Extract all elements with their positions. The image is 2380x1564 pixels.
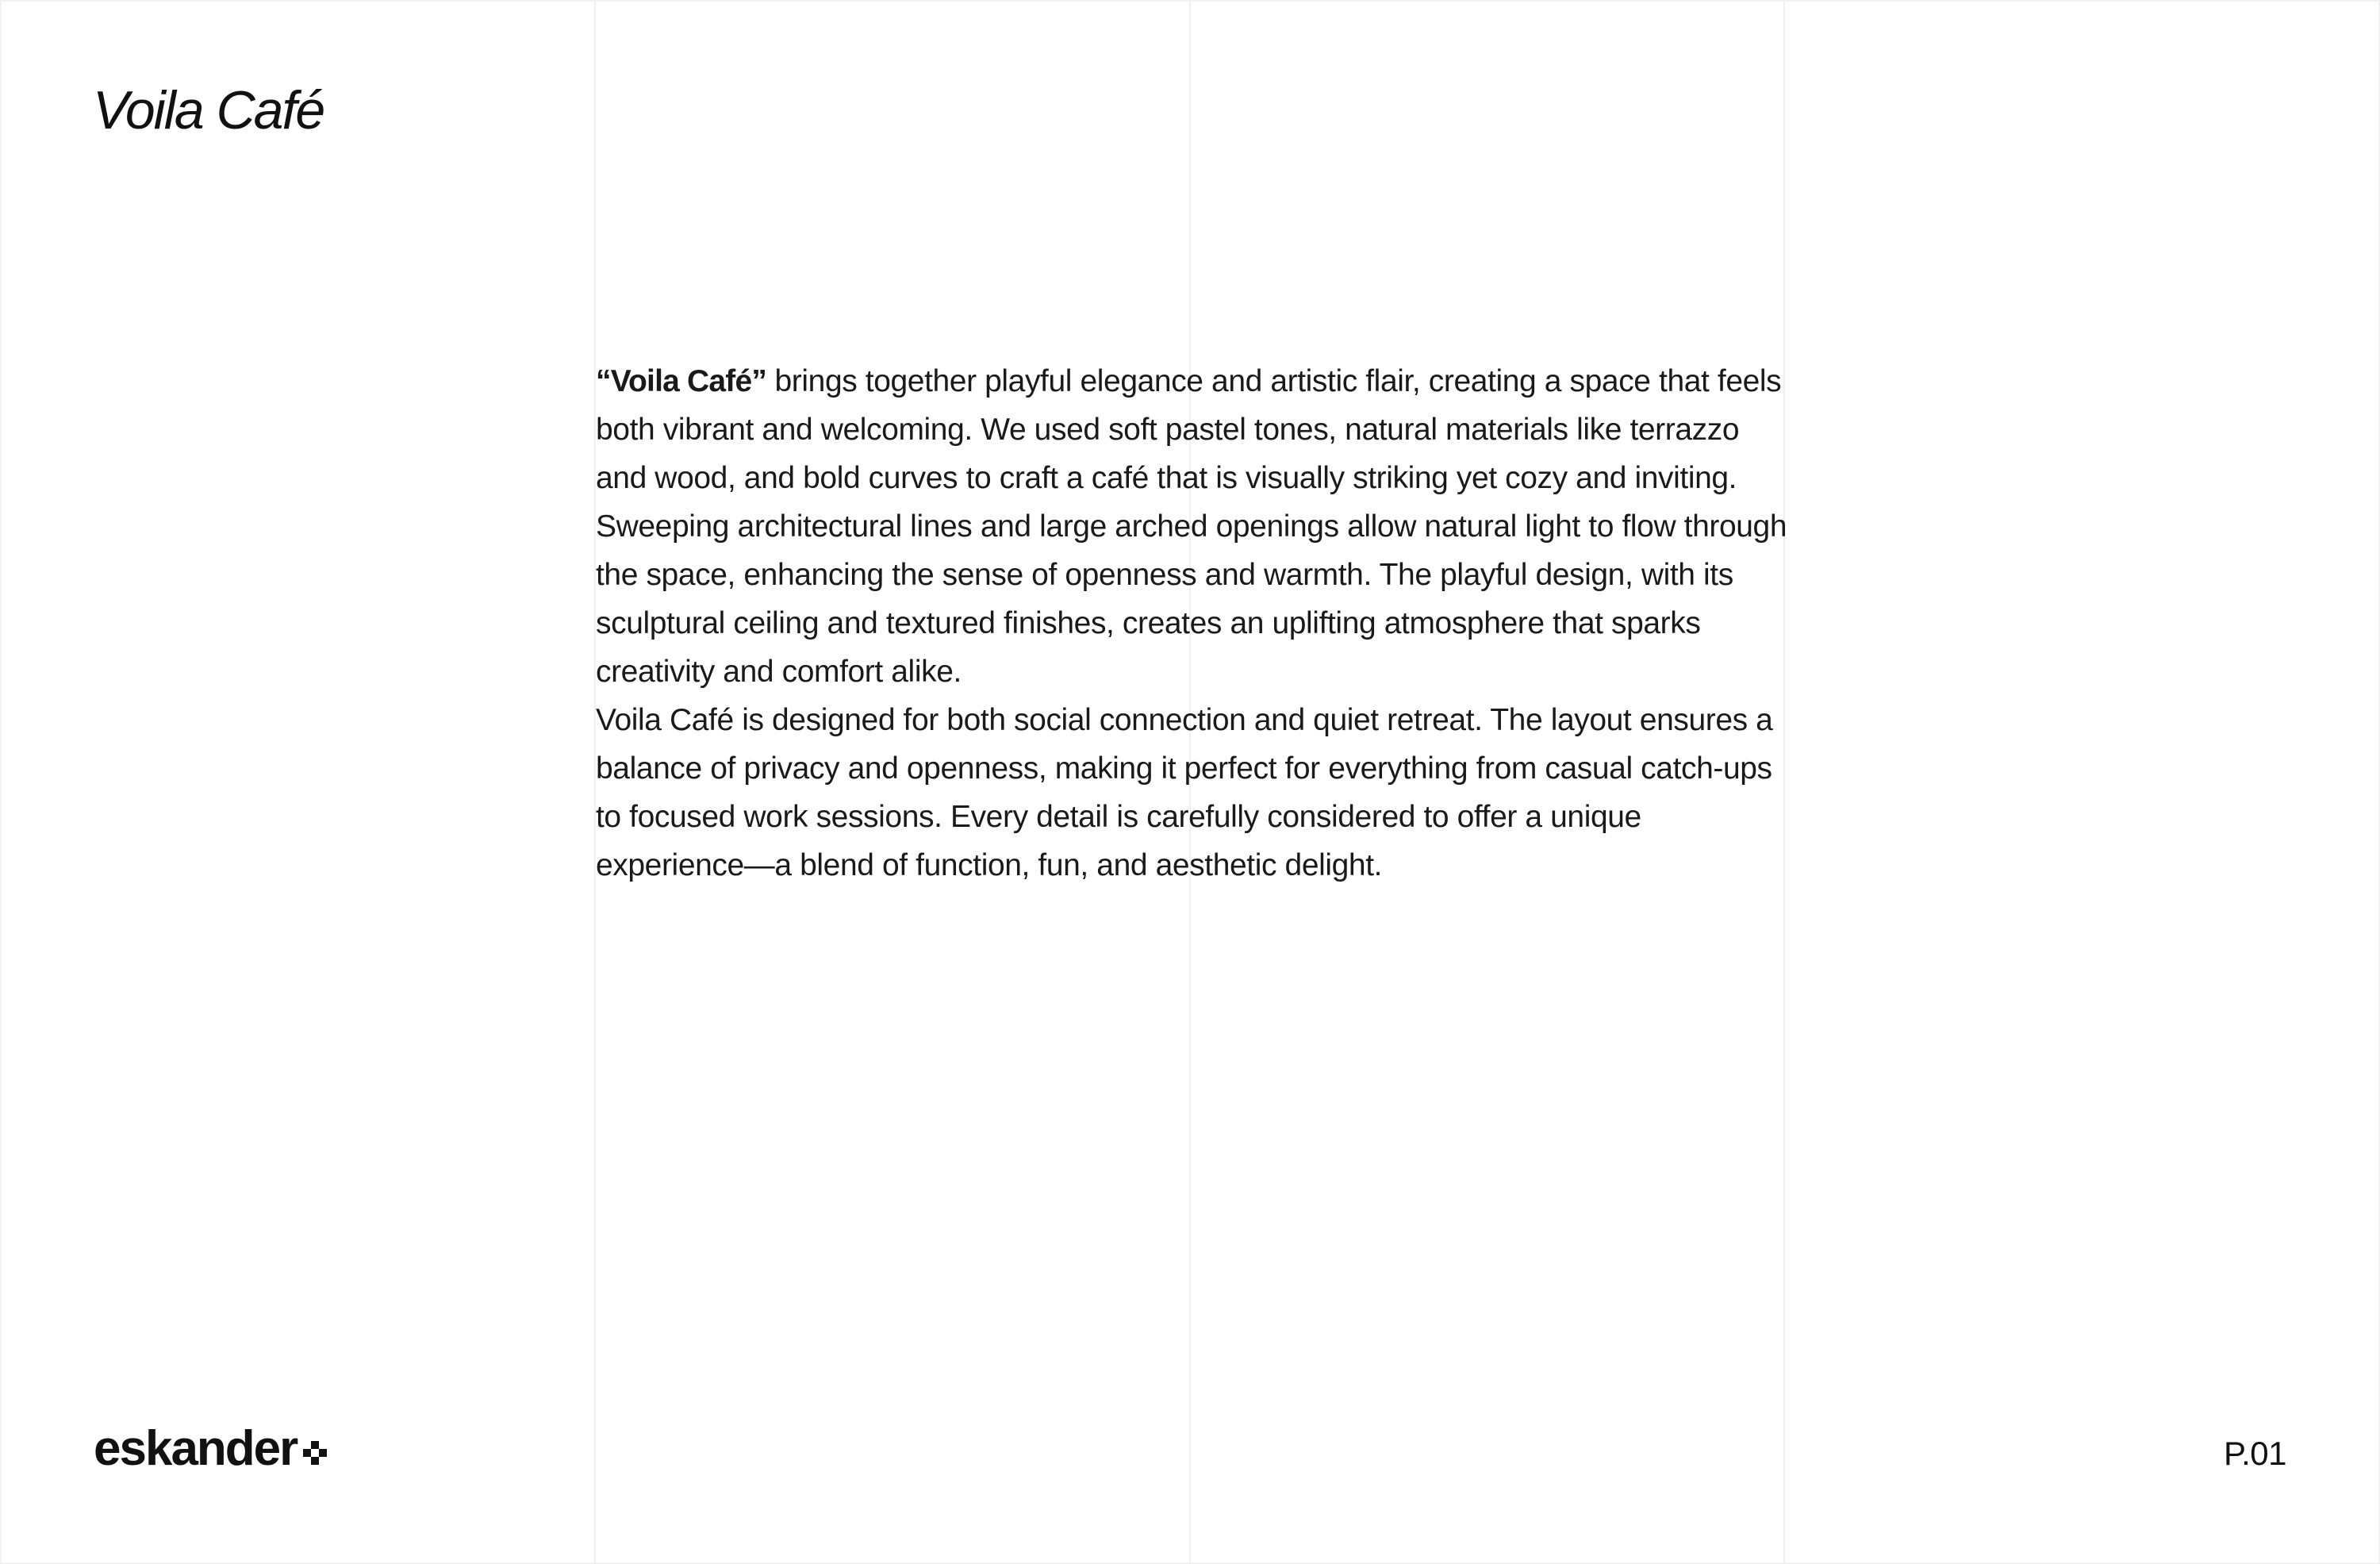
project-name-emphasis: “Voila Café” [596,364,767,398]
brand-name: eskander [94,1421,298,1476]
project-description [596,357,1794,890]
description-paragraph [596,357,1794,502]
project-title: Voila Café [93,80,324,140]
page-number: P.01 [2224,1435,2286,1472]
eskander-logo-mark-icon [303,1441,327,1465]
description-paragraph: Sweeping architectural lines and large arched openings allow natural light to flow through the space, enhancing the sense of openness and warmth. The playful design, with its sculptural ceiling and textured finishes, creates an uplifting atmosphere that sparks creativity and comfort alike. [596,509,1787,689]
description-paragraph: Voila Café is designed for both social connection and quiet retreat. The layout ensures a balance of privacy and openness, making it perfect for everything from casual catch-ups to focused work sessions. Every detail is carefully considered to offer a unique experience—a blend of function, fun, and aesthetic delight. [596,703,1773,882]
brand-logo [94,1420,327,1477]
paragraph-text: brings together playful elegance and artistic flair, creating a space that feels both vibrant and welcoming. We used soft pastel tones, natural materials like terrazzo and wood, and bold curves to craft a café that is visually striking yet cozy and inviting. [596,364,1782,495]
